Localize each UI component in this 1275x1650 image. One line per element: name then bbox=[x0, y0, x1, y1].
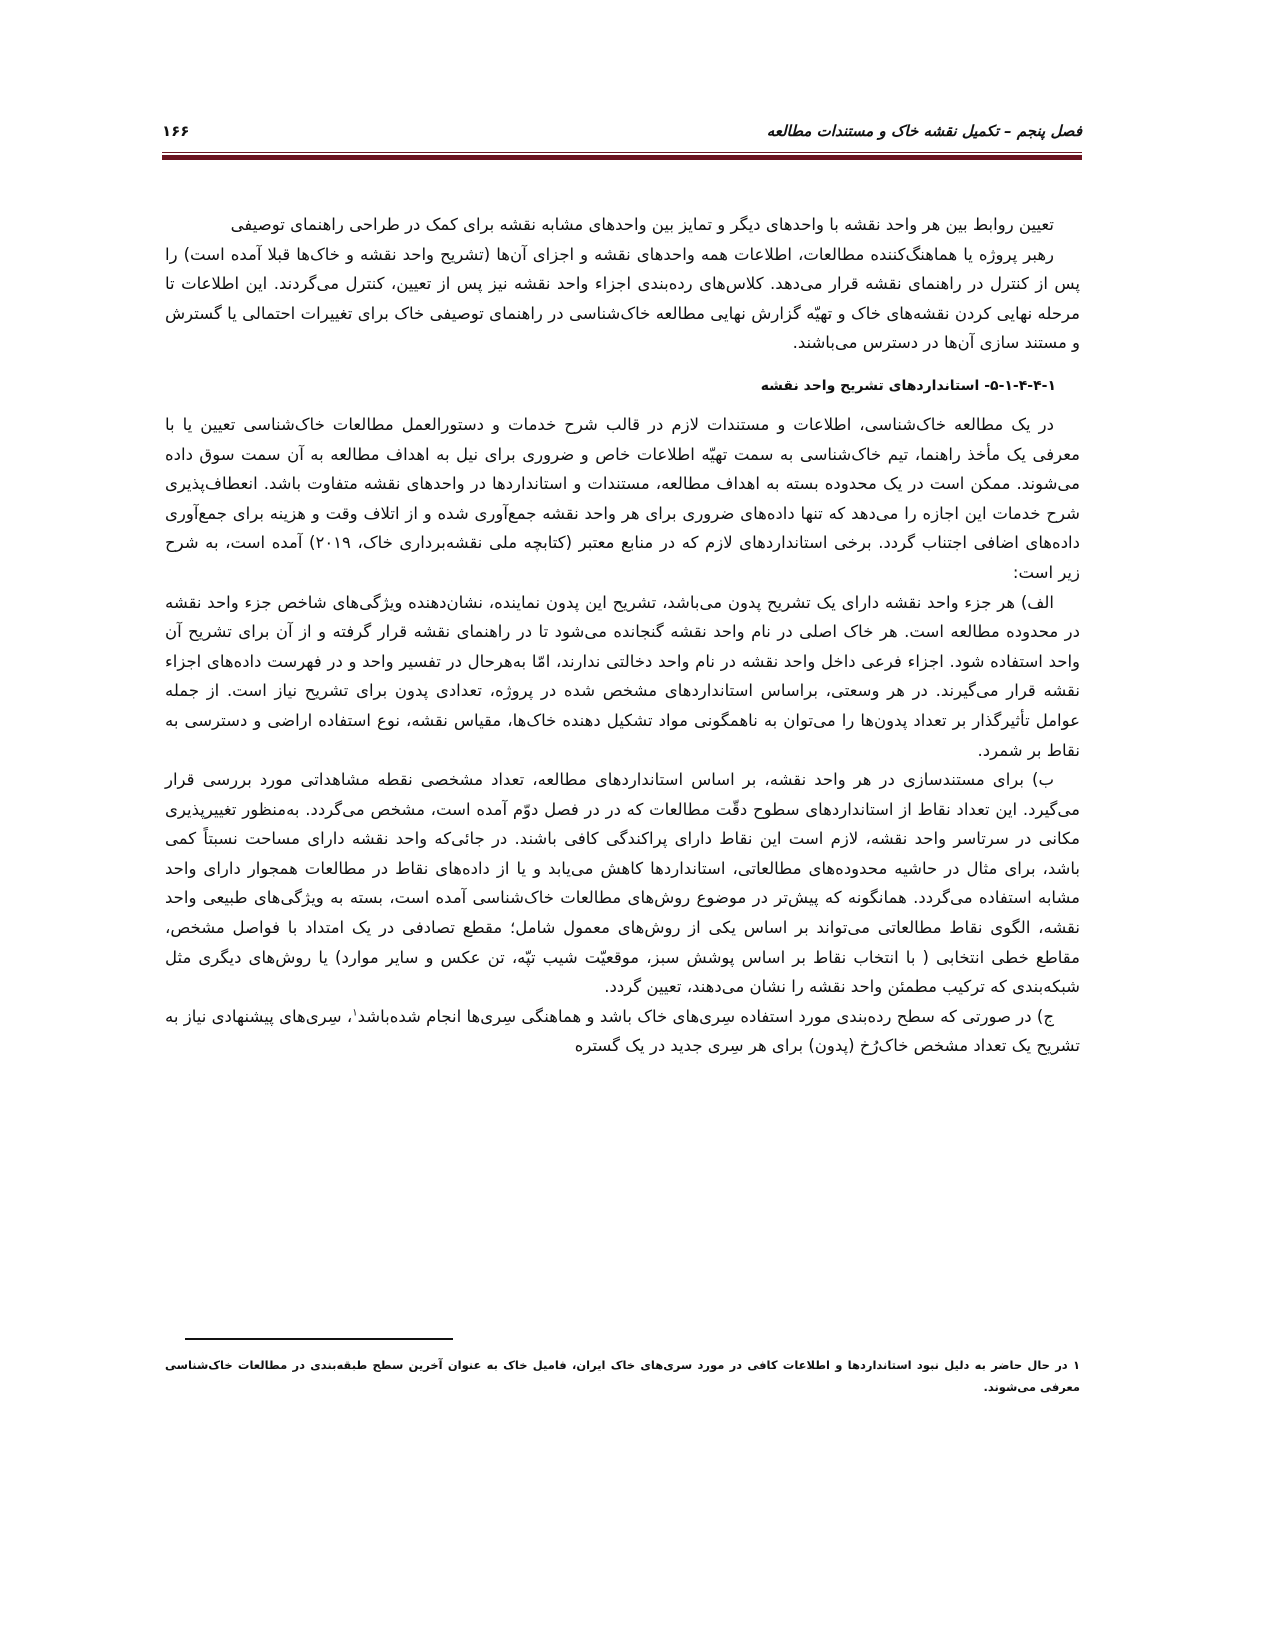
body-text bbox=[165, 210, 1080, 1061]
footnote-marker: ۱ bbox=[352, 1007, 358, 1019]
section-heading: ۵-۱-۴-۴-۱- استانداردهای تشریح واحد نقشه bbox=[760, 377, 1056, 394]
chapter-title: فصل پنجم – تکمیل نقشه خاک و مستندات مطالعه bbox=[766, 122, 1082, 140]
paragraph-6-part-1: ج) در صورتی که سطح رده‌بندی مورد استفاده سِری‌های خاک باشد و هماهنگی سِری‌ها انجام شده‌باشد bbox=[357, 1006, 1054, 1026]
paragraph-4: الف) هر جزء واحد نقشه دارای یک تشریح پدون می‌باشد، تشریح این پدون نماینده، نشان‌دهنده ویژگی‌های شاخص جزء واحد نقشه در محدوده مطالعه است. هر خاک اصلی در نام واحد نقشه گنجانده می‌شود تا در راهنمای نقشه قرار گرفته و از آن برای تشریح آن واحد استفاده شود. اجزاء فرعی داخل واحد نقشه در نام واحد دخالتی ندارند، امّا به‌هرحال در تفسیر واحد و در فهرست داده‌های اجزاء نقشه قرار می‌گیرند. در هر وسعتی، براساس استانداردهای مشخص شده در پروژه، تعدادی پدون برای تشریح نیاز است. از جمله عوامل تأثیرگذار بر تعداد پدون‌ها را می‌توان به ناهمگونی مواد تشکیل دهنده خاک‌ها، مقیاس نقشه، نوع استفاده اراضی و دسترسی به نقاط بر شمرد. bbox=[165, 592, 1080, 760]
paragraph-1: تعیین روابط بین هر واحد نقشه با واحدهای دیگر و تمایز بین واحدهای مشابه نقشه برای کمک در طراحی راهنمای توصیفی bbox=[230, 215, 1054, 234]
footnote-separator bbox=[185, 1338, 453, 1340]
paragraph-3: در یک مطالعه خاک‌شناسی، اطلاعات و مستندات لازم در قالب شرح خدمات و دستورالعمل مطالعات خاک‌شناسی تعیین یا با معرفی یک مأخذ راهنما، تیم خاک‌شناسی به سمت تهیّه اطلاعات خاص و ضروری برای نیل به اهداف مطالعه به آن سمت سوق داده می‌شوند. ممکن است در یک محدوده بسته به اهداف مطالعه، مستندات و استانداردها در واحدهای نقشه متفاوت باشد. انعطاف‌پذیری شرح خدمات این اجازه را می‌دهد که تنها داده‌های ضروری برای هر واحد نقشه جمع‌آوری شده و از اتلاف وقت و هزینه برای جمع‌آوری داده‌های اضافی اجتناب گردد. برخی استانداردهای لازم که در منابع معتبر (کتابچه ملی نقشه‌برداری خاک، ۲۰۱۹) آمده است، به شرح زیر است: bbox=[165, 414, 1080, 582]
footnote: ۱ در حال حاضر به دلیل نبود استانداردها و اطلاعات کافی در مورد سری‌های خاک ایران، فامیل خاک به عنوان آخرین سطح طبقه‌بندی در مطالعات خاک‌شناسی معرفی می‌شوند. bbox=[165, 1358, 1080, 1394]
header-rule-thick bbox=[162, 155, 1082, 160]
paragraph-6 bbox=[165, 1002, 1080, 1061]
paragraph-5: ب) برای مستندسازی در هر واحد نقشه، بر اساس استانداردهای مطالعه، تعداد مشخصی نقطه مشاهداتی مورد بررسی قرار می‌گیرد. این تعداد نقاط از استانداردهای سطوح دقّت مطالعات که در در فصل دوّم آمده است، مشخص می‌گردد. به‌منظور تغییرپذیری مکانی در سرتاسر واحد نقشه، لازم است این نقاط دارای پراکندگی کافی باشند. در جائی‌که واحد نقشه دارای مساحت نسبتاً کمی باشد، برای مثال در حاشیه محدوده‌های مطالعاتی، استانداردها کاهش می‌یابد و یا از داده‌های نقاط در مطالعات همجوار دارای واحد مشابه استفاده می‌گردد. همانگونه که پیش‌تر در موضوع روش‌های مطالعات خاک‌شناسی آمده است، بسته به ویژگی‌های طبیعی واحد نقشه، الگوی نقاط مطالعاتی می‌تواند بر اساس یکی از روش‌های معمول شامل؛ مقطع تصادفی در یک امتداد با فواصل مشخص، مقاطع خطی انتخابی ( با انتخاب نقاط بر اساس پوشش سبز، موقعیّت شیب تپّه، تن عکس و سایر موارد) یا روش‌های دیگری مثل شبکه‌بندی که ترکیب مطمئن واحد نقشه را نشان می‌دهند، تعیین گردد. bbox=[165, 770, 1080, 997]
paragraph-6-part-2: ، سِری‌های پیشنهادی نیاز به تشریح یک تعداد مشخص خاک‌رُخ (پدون) برای هر سِری جدید در یک گستره bbox=[165, 1006, 1080, 1056]
page-number: ۱۶۶ bbox=[162, 122, 190, 140]
paragraph-2: رهبر پروژه یا هماهنگ‌کننده مطالعات، اطلاعات همه واحدهای نقشه و اجزای آن‌ها (تشریح واحد نقشه و خاک‌ها قبلا آمده است) را پس از کنترل در راهنمای نقشه قرار می‌دهد. کلاس‌های رده‌بندی اجزاء واحد نقشه نیز پس از تعیین، کنترل می‌گردند. این اطلاعات تا مرحله نهایی کردن نقشه‌های خاک و تهیّه گزارش نهایی مطالعه خاک‌شناسی در راهنمای توصیفی خاک برای تغییرات احتمالی یا گسترش و مستند سازی آن‌ها در دسترس می‌باشند. bbox=[165, 244, 1080, 353]
header-rule-thin bbox=[162, 152, 1082, 153]
running-header bbox=[162, 118, 1082, 148]
